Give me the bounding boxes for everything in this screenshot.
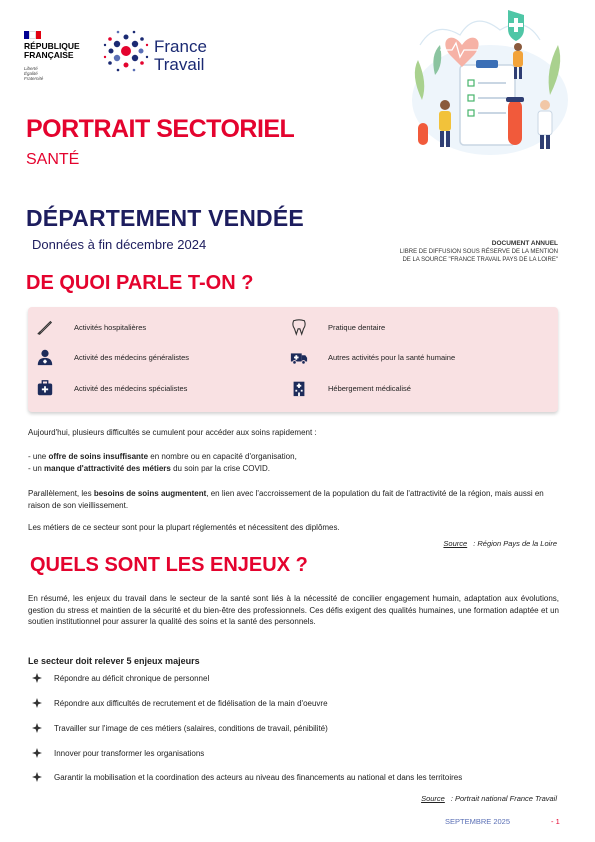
bullet-text: du soin par la crise COVID. <box>170 464 271 473</box>
source-note <box>443 539 557 548</box>
document-notice-line: DE LA SOURCE "FRANCE TRAVAIL PAYS DE LA LOIRE" <box>402 257 558 263</box>
activity-item <box>34 377 187 399</box>
activity-item <box>288 346 455 368</box>
activity-item <box>288 377 411 399</box>
tooth-icon <box>288 316 310 338</box>
para-text: , en lien avec l'accroissement de la population du fait de l'attractivité de la région, mais aussi en raison de son vieillissement. <box>28 489 544 510</box>
document-notice <box>328 240 558 264</box>
intro-paragraph: Les métiers de ce secteur sont pour la plupart réglementés et nécessitent des diplômes. <box>28 523 340 532</box>
bullet-prefix: - une <box>28 452 49 461</box>
medical-bag-icon <box>34 377 56 399</box>
bullet-prefix: - un <box>28 464 45 473</box>
page-title: PORTRAIT SECTORIEL <box>26 115 295 143</box>
challenge-item <box>32 748 204 758</box>
source-text: : Région Pays de la Loire <box>473 539 557 548</box>
bullet-emphasis: offre de soins insuffisante <box>48 452 149 461</box>
page-subtitle: SANTÉ <box>26 151 80 168</box>
bullet-emphasis: manque d'attractivité des métiers <box>44 464 171 473</box>
section-heading-quoi: DE QUOI PARLE T-ON ? <box>26 272 254 294</box>
french-flag-logo <box>24 31 41 39</box>
challenge-text: Répondre au déficit chronique de personnel <box>54 673 210 683</box>
document-notice-title: DOCUMENT ANNUEL <box>491 240 558 247</box>
activity-label: Activités hospitalières <box>74 322 147 332</box>
section-heading-enjeux: QUELS SONT LES ENJEUX ? <box>30 554 308 576</box>
source-label: Source <box>421 794 445 803</box>
data-date: Données à fin décembre 2024 <box>32 237 207 252</box>
footer-date: SEPTEMBRE 2025 <box>445 817 511 826</box>
challenge-text: Innover pour transformer les organisations <box>54 748 205 758</box>
challenge-text: Travailler sur l'image de ces métiers (salaires, conditions de travail, pénibilité) <box>54 723 328 733</box>
source-note <box>421 794 557 803</box>
activity-label: Activité des médecins spécialistes <box>74 383 188 393</box>
diamond-bullet-icon <box>32 698 42 708</box>
scalpel-icon <box>34 316 56 338</box>
diamond-bullet-icon <box>32 723 42 733</box>
diamond-bullet-icon <box>32 748 42 758</box>
challenge-item <box>32 673 209 683</box>
activity-label: Activité des médecins généralistes <box>74 352 190 362</box>
activities-box <box>28 307 558 412</box>
republique-motto: Liberté Égalité Fraternité <box>24 66 44 81</box>
diamond-bullet-icon <box>32 673 42 683</box>
healthcare-team-illustration <box>400 5 580 160</box>
activity-label: Pratique dentaire <box>328 322 386 332</box>
diamond-bullet-icon <box>32 772 42 782</box>
challenge-item <box>32 723 328 733</box>
intro-paragraph <box>28 488 559 511</box>
activity-label: Autres activités pour la santé humaine <box>328 352 456 362</box>
challenge-item <box>32 772 462 782</box>
para-emphasis: besoins de soins augmentent <box>93 489 207 498</box>
activity-item <box>34 346 189 368</box>
france-travail-logo-text: France Travail <box>154 37 207 74</box>
intro-paragraph: Aujourd'hui, plusieurs difficultés se cumulent pour accéder aux soins rapidement : <box>28 428 317 437</box>
activity-label: Hébergement médicalisé <box>328 383 411 393</box>
intro-bullet <box>28 451 559 463</box>
document-notice-line: LIBRE DE DIFFUSION SOUS RÉSERVE DE LA MENTION <box>399 249 558 255</box>
ambulance-icon <box>288 346 310 368</box>
france-travail-logo-icon <box>103 28 149 74</box>
republique-francaise-logo-text: RÉPUBLIQUE FRANÇAISE <box>24 41 80 60</box>
para-text: Parallèlement, les <box>28 489 94 498</box>
source-text: : Portrait national France Travail <box>450 794 557 803</box>
source-label: Source <box>443 539 468 548</box>
activity-item <box>288 316 385 338</box>
challenge-text: Garantir la mobilisation et la coordination des acteurs au niveau des financements au national et dans les territoires <box>54 772 463 782</box>
intro-bullet <box>28 463 559 475</box>
department-title: DÉPARTEMENT VENDÉE <box>26 205 304 231</box>
challenges-title: Le secteur doit relever 5 enjeux majeurs <box>28 656 200 666</box>
challenge-item <box>32 698 328 708</box>
doctor-icon <box>34 346 56 368</box>
enjeux-paragraph: En résumé, les enjeux du travail dans le secteur de la santé sont liés à la nécessité de concilier engagement humain, adaptation aux évolutions, gestion du stress et maintien de la sécurité et du bien-être des professionnels. Ces défis exigent des qualités humaines, une formation adaptée et un soutien institutionnel pour assurer la qualité des soins et la santé des personnels. <box>28 594 559 626</box>
challenge-text: Répondre aux difficultés de recrutement et de fidélisation de la main d'oeuvre <box>54 698 328 708</box>
activity-item <box>34 316 146 338</box>
bullet-text: en nombre ou en capacité d'organisation, <box>148 452 297 461</box>
hospital-building-icon <box>288 377 310 399</box>
page-number: - 1 <box>551 817 560 826</box>
